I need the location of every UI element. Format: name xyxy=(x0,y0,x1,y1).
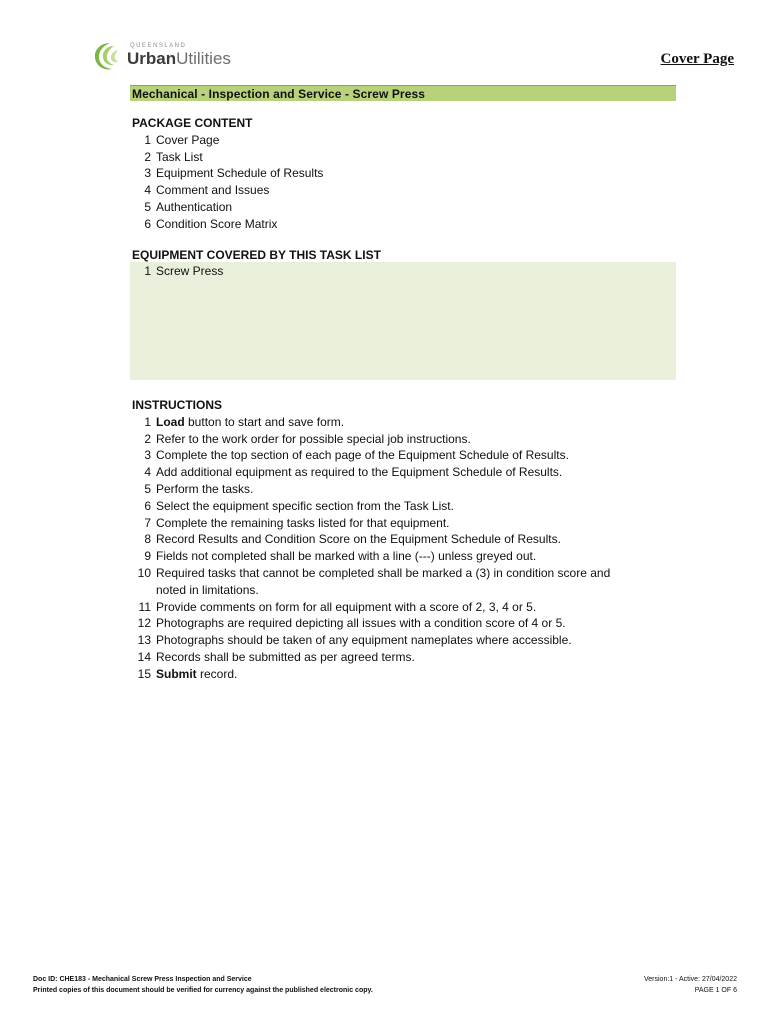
equipment-heading: EQUIPMENT COVERED BY THIS TASK LIST xyxy=(132,248,381,262)
instructions-section xyxy=(132,397,610,683)
list-item-body: Record Results and Condition Score on the Equipment Schedule of Results. xyxy=(156,532,561,547)
list-item-continuation: noted in limitations. xyxy=(156,582,259,597)
list-item xyxy=(132,149,323,166)
list-item-text xyxy=(156,565,610,582)
list-item xyxy=(132,515,610,532)
list-item xyxy=(132,464,610,481)
list-item-body: Complete the top section of each page of the Equipment Schedule of Results. xyxy=(156,448,569,463)
list-item-number: 10 xyxy=(137,565,151,580)
list-item-number: 6 xyxy=(144,216,151,231)
list-item-text xyxy=(156,149,203,166)
document-title: Mechanical - Inspection and Service - Screw Press xyxy=(132,87,426,101)
list-item-body: Required tasks that cannot be completed shall be marked a (3) in condition score and xyxy=(156,565,611,580)
package-content-list xyxy=(132,132,323,233)
list-item-body: Provide comments on form for all equipment with a score of 2, 3, 4 or 5. xyxy=(156,599,537,614)
list-item-text xyxy=(156,649,415,666)
list-item-number: 1 xyxy=(144,264,151,278)
list-item xyxy=(132,548,610,565)
list-item-text xyxy=(156,615,566,632)
list-item-number: 14 xyxy=(137,649,151,664)
logo-brand-bold: Urban xyxy=(127,49,177,68)
list-item xyxy=(132,615,610,632)
equipment-list xyxy=(132,264,223,278)
list-item xyxy=(132,216,323,233)
list-item-number: 1 xyxy=(144,132,151,147)
list-item xyxy=(132,132,323,149)
list-item xyxy=(132,481,610,498)
footer-right xyxy=(644,975,737,996)
list-item-text xyxy=(156,498,454,515)
list-item-number: 5 xyxy=(144,199,151,214)
list-item-body: Perform the tasks. xyxy=(156,481,254,496)
list-item-number: 3 xyxy=(144,448,151,463)
logo-wordmark xyxy=(127,50,231,68)
list-item-text xyxy=(156,632,572,649)
equipment-list-box xyxy=(130,262,676,380)
list-item xyxy=(132,165,323,182)
list-item-body: Condition Score Matrix xyxy=(156,216,278,231)
list-item xyxy=(132,599,610,616)
list-item xyxy=(132,649,610,666)
footer-doc-id: Doc ID: CHE183 - Mechanical Screw Press Inspection and Service xyxy=(33,976,252,983)
list-item-number: 6 xyxy=(144,498,151,513)
list-item-text xyxy=(156,431,471,448)
list-item-number: 7 xyxy=(144,515,151,530)
list-item-body: Task List xyxy=(156,149,203,164)
list-item xyxy=(132,565,610,582)
package-content-section xyxy=(132,115,323,233)
list-item-body: Screw Press xyxy=(156,264,224,278)
list-item-text xyxy=(156,182,269,199)
document-title-bar xyxy=(130,85,676,101)
list-item-bold-text: Load xyxy=(156,414,185,429)
list-item-body: Photographs are required depicting all issues with a condition score of 4 or 5. xyxy=(156,616,566,631)
list-item-body: Comment and Issues xyxy=(156,183,270,198)
list-item-bold-text: Submit xyxy=(156,666,197,681)
list-item-number: 11 xyxy=(138,599,151,614)
footer-version: Version:1 - Active: 27/04/2022 xyxy=(643,976,737,983)
list-item-body: Records shall be submitted as per agreed terms. xyxy=(156,649,415,664)
list-item xyxy=(132,632,610,649)
list-item-number: 2 xyxy=(144,431,151,446)
footer-left xyxy=(33,975,373,996)
list-item xyxy=(132,199,323,216)
footer-disclaimer: Printed copies of this document should be verified for currency against the published electronic copy. xyxy=(33,986,373,994)
list-item-body: Select the equipment specific section from the Task List. xyxy=(156,498,454,513)
list-item-text xyxy=(156,464,562,481)
list-item xyxy=(132,182,323,199)
list-item-text xyxy=(156,599,536,616)
list-item-number: 4 xyxy=(144,183,151,198)
list-item-text xyxy=(156,515,449,532)
list-item-text xyxy=(156,199,232,216)
list-item-number: 12 xyxy=(137,616,151,631)
list-item-number: 4 xyxy=(144,465,151,480)
list-item-number: 1 xyxy=(144,414,151,429)
list-item-text xyxy=(156,531,561,548)
list-item-body: record. xyxy=(196,666,238,681)
list-item-body: Complete the remaining tasks listed for that equipment. xyxy=(156,515,450,530)
list-item-number: 2 xyxy=(144,149,151,164)
list-item xyxy=(132,264,223,278)
list-item-body: Authentication xyxy=(156,199,233,214)
list-item-text xyxy=(156,165,323,182)
logo-brand-light: Utilities xyxy=(176,49,231,68)
list-item-number: 3 xyxy=(144,166,151,181)
list-item-body: Refer to the work order for possible special job instructions. xyxy=(156,431,471,446)
list-item-number: 13 xyxy=(137,633,151,648)
list-item-text xyxy=(156,447,569,464)
logo-swirl-icon xyxy=(92,40,128,72)
list-item-body: Photographs should be taken of any equipment nameplates where accessible. xyxy=(156,633,572,648)
list-item xyxy=(132,666,610,683)
list-item-text xyxy=(156,666,237,683)
logo-subtext: QUEENSLAND xyxy=(130,43,187,49)
list-item xyxy=(132,447,610,464)
list-item-number: 5 xyxy=(144,481,151,496)
package-content-heading: PACKAGE CONTENT xyxy=(132,116,253,130)
list-item-text xyxy=(156,216,277,233)
list-item xyxy=(132,431,610,448)
list-item-text xyxy=(156,264,223,278)
list-item-body: Fields not completed shall be marked with a line (---) unless greyed out. xyxy=(156,549,537,564)
list-item-number: 9 xyxy=(144,549,151,564)
instructions-list xyxy=(132,414,610,683)
instructions-heading: INSTRUCTIONS xyxy=(132,398,222,412)
list-item-number: 15 xyxy=(137,666,151,681)
list-item-text xyxy=(156,414,344,431)
page-title: Cover Page xyxy=(660,51,734,67)
list-item-text xyxy=(156,481,253,498)
list-item-body: Equipment Schedule of Results xyxy=(156,166,324,181)
list-item-text xyxy=(156,548,536,565)
list-item-body: Cover Page xyxy=(156,132,220,147)
list-item-text xyxy=(156,132,219,149)
list-item-number: 8 xyxy=(144,532,151,547)
list-item xyxy=(132,414,610,431)
list-item-body: button to start and save form. xyxy=(184,414,345,429)
list-item-body: Add additional equipment as required to the Equipment Schedule of Results. xyxy=(156,465,563,480)
footer-page-number: PAGE 1 OF 6 xyxy=(694,986,737,994)
list-item xyxy=(132,498,610,515)
list-item xyxy=(132,531,610,548)
